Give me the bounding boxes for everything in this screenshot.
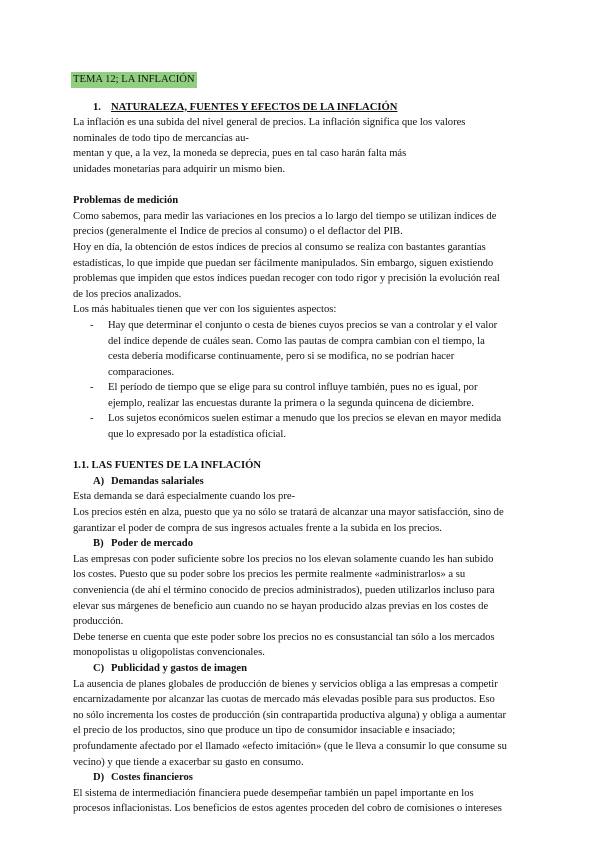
paragraph-line: nominales de todo tipo de mercancías au- <box>73 132 249 144</box>
lettered-heading <box>73 474 523 490</box>
bullet-text: El período de tiempo que se elige para su control influye también, pues no es igual, por <box>108 382 478 394</box>
heading-number: C) <box>93 662 105 674</box>
document-page <box>73 72 523 817</box>
bullet-item <box>73 318 523 334</box>
paragraph-line: El sistema de intermediación financiera puede desempeñar también un papel importante en los <box>73 787 474 799</box>
bullet-continuation: comparaciones. <box>108 366 175 378</box>
paragraph-line: problemas que impiden que estos índices puedan recoger con todo rigor y precisión la evolución real <box>73 273 500 285</box>
lettered-heading <box>73 536 523 552</box>
bullet-continuation: ejemplo, realizar las encuestas durante la primera o la segunda quincena de diciembre. <box>108 397 474 409</box>
paragraph-line: vecino) y que tiende a exacerbar su gasto en consumo. <box>73 756 304 768</box>
bullet-continuation: cesta debería modificarse continuamente, pero si se modifica, no se podrían hacer <box>108 351 455 363</box>
dash-bullet-icon: - <box>90 382 94 394</box>
heading-number: D) <box>93 772 105 784</box>
heading-text: Demandas salariales <box>111 475 204 487</box>
paragraph-line: Como sabemos, para medir las variaciones en los precios a lo largo del tiempo se utilizan índices de <box>73 210 497 222</box>
subsection-heading: Problemas de medición <box>73 195 179 207</box>
heading-text: Publicidad y gastos de imagen <box>111 662 247 674</box>
paragraph-line: Hoy en día, la obtención de estos índices de precios al consumo se realiza con bastantes garantías <box>73 241 486 253</box>
paragraph-line: mentan y que, a la vez, la moneda se deprecia, pues en tal caso harán falta más <box>73 148 407 160</box>
highlighted-title: TEMA 12; LA INFLACIÓN <box>71 72 197 88</box>
paragraph-line: Debe tenerse en cuenta que este poder sobre los precios no es consustancial tan sólo a los mercados <box>73 631 495 643</box>
paragraph-line: los costes. Puesto que su poder sobre los precios les permite realmente «administrarlos» a su <box>73 569 466 581</box>
heading-number: B) <box>93 538 104 550</box>
heading-number: A) <box>93 475 105 487</box>
bullet-text: Los sujetos económicos suelen estimar a menudo que los precios se elevan en mayor medida <box>108 413 502 425</box>
paragraph-line: de los precios analizados. <box>73 288 182 300</box>
bullet-continuation: que lo expresado por la estadística oficial. <box>108 429 286 441</box>
paragraph-line: precios (generalmente el Indice de precios al consumo) o el deflactor del PIB. <box>73 226 403 238</box>
heading-number: 1. <box>93 101 101 113</box>
document-title <box>73 72 523 88</box>
paragraph-line: monopolistas u oligopolistas convencionales. <box>73 647 265 659</box>
bullet-continuation: del índice depende de cuáles sean. Como las pautas de compra cambian con el tiempo, la <box>108 335 485 347</box>
paragraph-line: garantizar el poder de compra de sus ingresos actuales frente a la subida en los precios. <box>73 522 442 534</box>
paragraph-line: Los precios estén en alza, puesto que ya no sólo se tratará de alcanzar una mayor satisfacción, sino de <box>73 507 504 519</box>
paragraph-line: profundamente afectado por el llamado «efecto imitación» (que le lleva a consumir lo que consume su <box>73 740 507 752</box>
paragraph-line: el precio de los productos, sino que produce un tipo de consumidor insaciable e insaciado; <box>73 725 456 737</box>
lettered-heading <box>73 661 523 677</box>
paragraph-line: procesos inflacionistas. Los beneficios de estos agentes proceden del cobro de comisiones o intereses <box>73 803 502 815</box>
paragraph-line: encarnizadamente por alcanzar las cuotas de mercado más elevadas posible para sus productos. Eso <box>73 694 495 706</box>
paragraph-line: unidades monetarias para adquirir un mismo bien. <box>73 163 286 175</box>
bullet-text: Hay que determinar el conjunto o cesta de bienes cuyos precios se van a controlar y el valor <box>108 319 498 331</box>
dash-bullet-icon: - <box>90 319 94 331</box>
heading-text: Costes financieros <box>111 772 193 784</box>
paragraph-line: Esta demanda se dará especialmente cuando los pre- <box>73 491 296 503</box>
paragraph-line: La inflación es una subida del nivel general de precios. La inflación significa que los valores <box>73 117 466 129</box>
section-heading <box>73 100 523 116</box>
paragraph-line: estadísticas, lo que impide que puedan ser fácilmente manipulados. Sin embargo, siguen existiendo <box>73 257 494 269</box>
blank-line <box>73 443 523 459</box>
paragraph-line: producción. <box>73 616 124 628</box>
paragraph-line: conveniencia (de ahí el término conocido de precios administrados), pueden utilizarlos incluso para <box>73 585 495 596</box>
paragraph-line: elevar sus márgenes de beneficio aun cuando no se hayan producido alzas previas en los costes de <box>73 600 489 612</box>
heading-text: Poder de mercado <box>111 538 193 550</box>
paragraph-line: Las empresas con poder suficiente sobre los precios no los elevan solamente cuando les han subido <box>73 553 494 565</box>
bullet-item <box>73 411 523 427</box>
lettered-heading <box>73 770 523 786</box>
dash-bullet-icon: - <box>90 413 94 425</box>
subsection-heading: 1.1. LAS FUENTES DE LA INFLACIÓN <box>73 460 262 472</box>
heading-text: NATURALEZA, FUENTES Y EFECTOS DE LA INFLACIÓN <box>111 101 398 113</box>
bullet-item <box>73 380 523 396</box>
blank-line <box>73 178 523 194</box>
paragraph-line: no sólo incrementa los costes de producción (sin contrapartida productiva alguna) y obliga a aumentar <box>73 709 507 721</box>
paragraph-line: La ausencia de planes globales de producción de bienes y servicios obliga a las empresas a competir <box>73 678 498 690</box>
paragraph-line: Los más habituales tienen que ver con los siguientes aspectos: <box>73 304 337 316</box>
